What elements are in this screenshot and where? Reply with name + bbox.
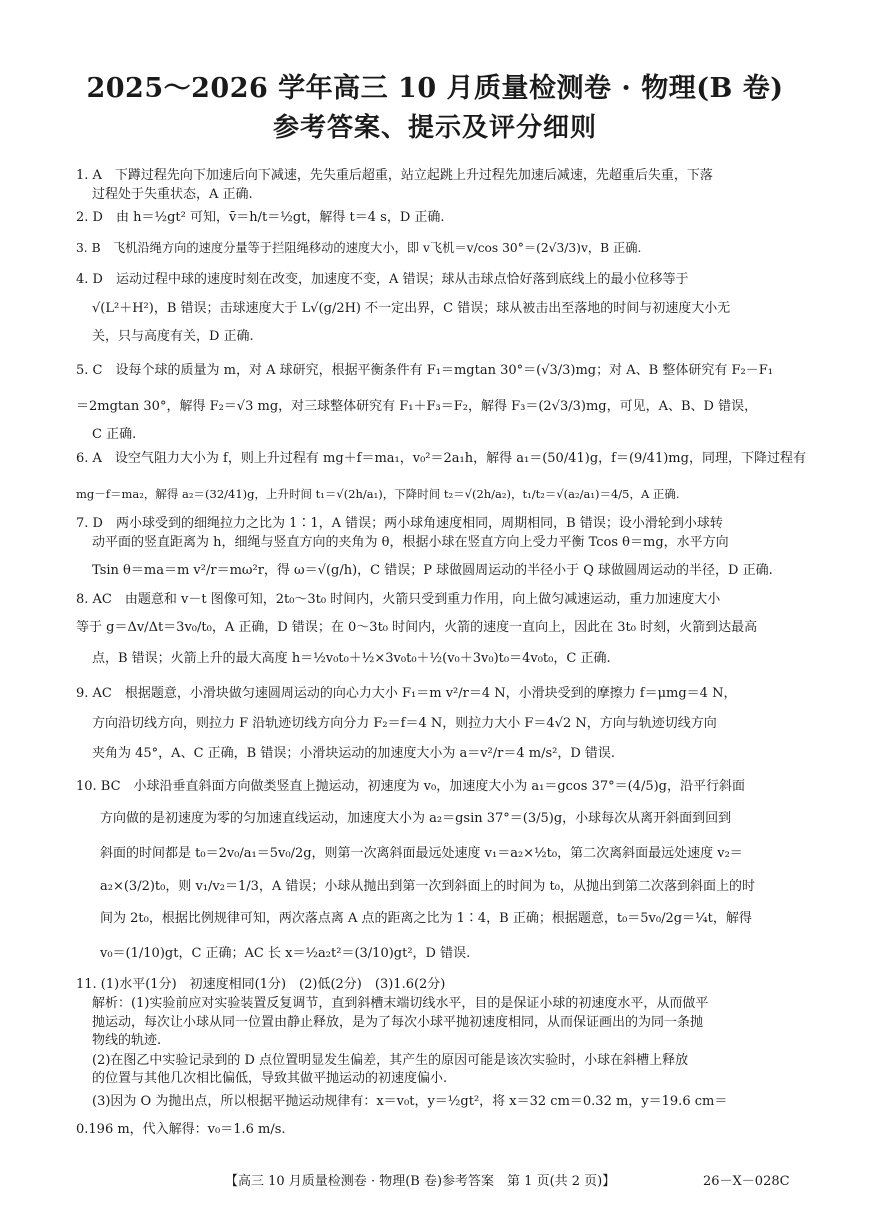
- answer-line: 3. B 飞机沿绳方向的速度分量等于拦阻绳移动的速度大小，即 v飞机＝v/cos 30°＝(2√3/3)v，B 正确.: [76, 241, 642, 255]
- answer-line: Tsin θ＝ma＝m v²/r＝mω²r，得 ω＝√(g/h)，C 错误；P 球做圆周运动的半径小于 Q 球做圆周运动的半径，D 正确.: [92, 563, 773, 578]
- answer-line: 方向做的是初速度为零的匀加速直线运动，加速度大小为 a₂＝gsin 37°＝(3/5)g，小球每次从离开斜面到回到: [100, 811, 732, 826]
- footer-code: 26－X－028C: [703, 1174, 790, 1189]
- answer-line: 解析：(1)实验前应对实验装置反复调节，直到斜槽末端切线水平，目的是保证小球的初速度水平，从而做平: [92, 996, 709, 1011]
- answer-line: 等于 g＝Δv/Δt＝3v₀/t₀，A 正确，D 错误；在 0～3t₀ 时间内，火箭的速度一直向上，因此在 3t₀ 时刻，火箭到达最高: [76, 620, 758, 635]
- page-subtitle: 参考答案、提示及评分细则: [272, 113, 597, 143]
- answer-line: 9. AC 根据题意，小滑块做匀速圆周运动的向心力大小 F₁＝m v²/r＝4 N，小滑块受到的摩擦力 f＝μmg＝4 N，: [76, 686, 737, 701]
- answer-line: 6. A 设空气阻力大小为 f，则上升过程有 mg＋f＝ma₁，v₀²＝2a₁h，解得 a₁＝(50/41)g，f＝(9/41)mg，同理，下降过程有: [76, 451, 806, 466]
- answer-line: 抛运动，每次让小球从同一位置由静止释放，是为了每次小球平抛初速度相同，从而保证画出的为同一条抛: [92, 1015, 704, 1030]
- answer-line: 0.196 m，代入解得：v₀＝1.6 m/s.: [76, 1122, 286, 1137]
- answer-line: 4. D 运动过程中球的速度时刻在改变，加速度不变，A 错误；球从击球点恰好落到底线上的最小位移等于: [76, 272, 689, 287]
- footer-text: 【高三 10 月质量检测卷 · 物理(B 卷)参考答案 第 1 页(共 2 页)】: [225, 1174, 616, 1189]
- answer-line: (2)在图乙中实验记录到的 D 点位置明显发生偏差，其产生的原因可能是该次实验时，小球在斜槽上释放: [92, 1053, 689, 1068]
- answer-line: 方向沿切线方向，则拉力 F 沿轨迹切线方向分力 F₂＝f＝4 N，则拉力大小 F＝4√2 N，方向与轨迹切线方向: [92, 716, 717, 731]
- answer-line: 间为 2t₀，根据比例规律可知，两次落点离 A 点的距离之比为 1∶4，B 正确；根据题意，t₀＝5v₀/2g＝¼t，解得: [100, 911, 752, 926]
- answer-line: ＝2mgtan 30°，解得 F₂＝√3 mg，对三球整体研究有 F₁＋F₃＝F₂，解得 F₃＝(2√3/3)mg，可见，A、B、D 错误，: [76, 399, 758, 414]
- answer-line: √(L²＋H²)，B 错误；击球速度大于 L√(g/2H) 不一定出界，C 错误；球从被击出至落地的时间与初速度大小无: [92, 301, 731, 316]
- answer-line: 的位置与其他几次相比偏低，导致其做平抛运动的初速度偏小.: [92, 1071, 448, 1086]
- answer-line: 过程处于失重状态，A 正确.: [92, 187, 253, 202]
- answer-line: C 正确.: [92, 427, 137, 442]
- answer-line: 点，B 错误；火箭上升的最大高度 h＝½v₀t₀＋½×3v₀t₀＋½(v₀＋3v₀)t₀＝4v₀t₀，C 正确.: [92, 651, 611, 666]
- answer-line: 7. D 两小球受到的细绳拉力之比为 1∶1，A 错误；两小球角速度相同，周期相同，B 错误；设小滑轮到小球转: [76, 516, 723, 531]
- answer-line: 10. BC 小球沿垂直斜面方向做类竖直上抛运动，初速度为 v₀，加速度大小为 a₁＝gcos 37°＝(4/5)g，沿平行斜面: [76, 779, 745, 794]
- answer-line: (3)因为 O 为抛出点，所以根据平抛运动规律有：x＝v₀t，y＝½gt²，将 x＝32 cm＝0.32 m，y＝19.6 cm＝: [92, 1094, 728, 1109]
- answer-line: a₂×(3/2)t₀，则 v₁/v₂＝1/3，A 错误；小球从抛出到第一次到斜面上的时间为 t₀，从抛出到第二次落到斜面上的时: [100, 879, 755, 894]
- answer-line: 8. AC 由题意和 v－t 图像可知，2t₀～3t₀ 时间内，火箭只受到重力作用，向上做匀减速运动，重力加速度大小: [76, 592, 721, 607]
- answer-line: 物线的轨迹.: [92, 1033, 162, 1048]
- page-title: 2025～2026 学年高三 10 月质量检测卷 · 物理(B 卷): [86, 73, 784, 104]
- answer-line: 动平面的竖直距离为 h，细绳与竖直方向的夹角为 θ，根据小球在竖直方向上受力平衡 Tcos θ＝mg，水平方向: [92, 535, 729, 550]
- answer-line: v₀＝(1/10)gt，C 正确；AC 长 x＝½a₂t²＝(3/10)gt²，D 错误.: [100, 946, 471, 961]
- answer-line: 11. (1)水平(1分) 初速度相同(1分) (2)低(2分) (3)1.6(2分): [76, 977, 446, 992]
- answer-line: 5. C 设每个球的质量为 m，对 A 球研究，根据平衡条件有 F₁＝mgtan 30°＝(√3/3)mg；对 A、B 整体研究有 F₂－F₁: [76, 363, 773, 378]
- answer-line: 斜面的时间都是 t₀＝2v₀/a₁＝5v₀/2g，则第一次离斜面最远处速度 v₁＝a₂×½t₀，第二次离斜面最远处速度 v₂＝: [100, 846, 743, 861]
- answer-line: mg－f＝ma₂，解得 a₂＝(32/41)g，上升时间 t₁＝√(2h/a₁)，下降时间 t₂＝√(2h/a₂)，t₁/t₂＝√(a₂/a₁)＝4/5，A 正确.: [76, 487, 680, 501]
- answer-line: 1. A 下蹲过程先向下加速后向下减速，先失重后超重，站立起跳上升过程先加速后减速，先超重后失重，下落: [76, 168, 713, 183]
- answer-line: 关，只与高度有关，D 正确.: [92, 329, 254, 344]
- answer-line: 夹角为 45°，A、C 正确，B 错误；小滑块运动的加速度大小为 a＝v²/r＝4 m/s²，D 错误.: [92, 746, 616, 761]
- answer-line: 2. D 由 h＝½gt² 可知，v̄＝h/t＝½gt，解得 t＝4 s，D 正确.: [76, 210, 445, 225]
